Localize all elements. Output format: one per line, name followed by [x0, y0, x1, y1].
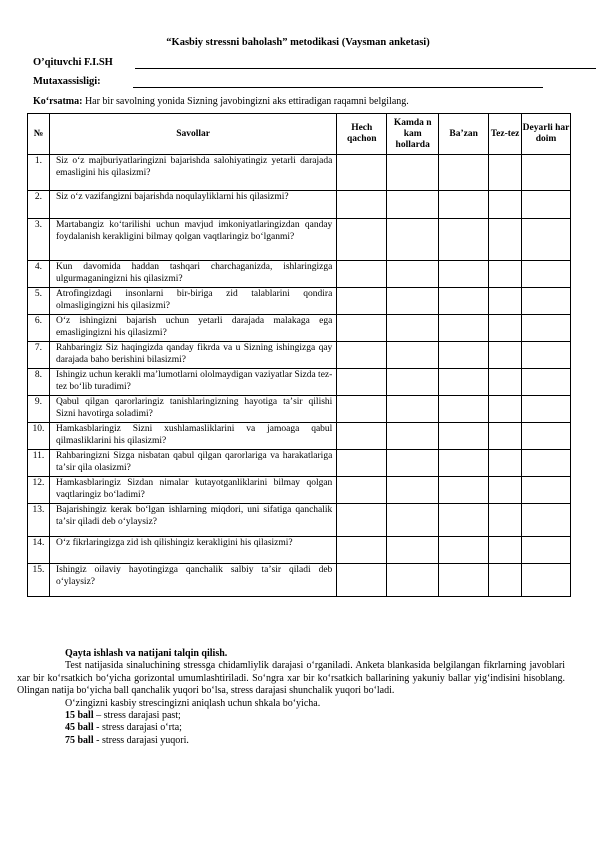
processing-section — [17, 648, 565, 747]
answer-cell-rarely[interactable] — [387, 564, 439, 597]
answer-cell-sometimes[interactable] — [439, 564, 489, 597]
row-number: 11. — [28, 450, 50, 477]
answer-cell-often[interactable] — [489, 155, 522, 191]
answer-cell-rarely[interactable] — [387, 504, 439, 537]
question-text: Siz oʻz majburiyatlaringizni bajarishda salohiyatingiz yetarli darajada emasligini his qilasizmi? — [49, 155, 336, 191]
answer-cell-sometimes[interactable] — [439, 261, 489, 288]
answer-cell-sometimes[interactable] — [439, 315, 489, 342]
answer-cell-almost-always[interactable] — [522, 315, 571, 342]
answer-cell-almost-always[interactable] — [522, 342, 571, 369]
specialty-field — [33, 76, 101, 87]
answer-cell-sometimes[interactable] — [439, 369, 489, 396]
answer-cell-sometimes[interactable] — [439, 342, 489, 369]
answer-cell-often[interactable] — [489, 315, 522, 342]
header-questions: Savollar — [49, 114, 336, 155]
answer-cell-never[interactable] — [337, 315, 387, 342]
answer-cell-almost-always[interactable] — [522, 504, 571, 537]
header-number: № — [28, 114, 50, 155]
answer-cell-sometimes[interactable] — [439, 537, 489, 564]
question-text: Siz oʻz vazifangizni bajarishda noqulayliklarni his qilasizmi? — [49, 191, 336, 219]
table-row — [28, 369, 571, 396]
table-row — [28, 564, 571, 597]
row-number: 2. — [28, 191, 50, 219]
answer-cell-almost-always[interactable] — [522, 155, 571, 191]
answer-cell-rarely[interactable] — [387, 423, 439, 450]
row-number: 15. — [28, 564, 50, 597]
answer-cell-never[interactable] — [337, 155, 387, 191]
table-row — [28, 219, 571, 261]
answer-cell-almost-always[interactable] — [522, 261, 571, 288]
table-row — [28, 342, 571, 369]
header-often: Tez-tez — [489, 114, 522, 155]
instruction-text: Har bir savolning yonida Sizning javobingizni aks ettiradigan raqamni belgilang. — [82, 96, 409, 107]
table-row — [28, 477, 571, 504]
answer-cell-often[interactable] — [489, 564, 522, 597]
answer-cell-often[interactable] — [489, 369, 522, 396]
row-number: 6. — [28, 315, 50, 342]
scale-item-high: 75 ball - stress darajasi yuqori. — [65, 734, 189, 746]
answer-cell-never[interactable] — [337, 288, 387, 315]
answer-cell-rarely[interactable] — [387, 261, 439, 288]
answer-cell-almost-always[interactable] — [522, 477, 571, 504]
row-number: 4. — [28, 261, 50, 288]
header-rarely: Kamda n kam hollarda — [387, 114, 439, 155]
table-row — [28, 423, 571, 450]
document-title: “Kasbiy stressni baholash” metodikasi (Vaysman anketasi) — [166, 37, 430, 48]
answer-cell-rarely[interactable] — [387, 477, 439, 504]
answer-cell-sometimes[interactable] — [439, 396, 489, 423]
answer-cell-rarely[interactable] — [387, 396, 439, 423]
scale-intro: Oʻzingizni kasbiy strescingizni aniqlash uchun shkala boʻyicha. — [65, 697, 321, 709]
answer-cell-often[interactable] — [489, 219, 522, 261]
answer-cell-never[interactable] — [337, 219, 387, 261]
scale-item-medium: 45 ball - stress darajasi oʻrta; — [65, 722, 182, 734]
answer-cell-almost-always[interactable] — [522, 537, 571, 564]
question-text: Rahbaringiz Siz haqingizda qanday fikrda va u Sizning ishingizga qay darajada baho berishini bilasizmi? — [49, 342, 336, 369]
table-row — [28, 288, 571, 315]
answer-cell-rarely[interactable] — [387, 450, 439, 477]
question-text: Qabul qilgan qarorlaringiz tanishlaringizning hayotiga taʼsir qilishi Sizni havotirga soladimi? — [49, 396, 336, 423]
answer-cell-often[interactable] — [489, 396, 522, 423]
answer-cell-almost-always[interactable] — [522, 191, 571, 219]
answer-cell-rarely[interactable] — [387, 219, 439, 261]
answer-cell-sometimes[interactable] — [439, 477, 489, 504]
answer-cell-almost-always[interactable] — [522, 564, 571, 597]
answer-cell-almost-always[interactable] — [522, 219, 571, 261]
processing-paragraph: Test natijasida sinaluchining stressga chidamliylik darajasi oʻrganiladi. Anketa blankasida belgilangan fikrlarning javoblari xar bir koʻrsatkich boʻyicha gorizontal umumlashtiriladi. Soʻngra xar bir koʻrsatkich ballarining yakuniy ballar yigʻindisini hisoblang. Olingan natija boʻyicha ball qanchalik yuqori boʻlsa, stress darajasi shunchalik yuqori boʻladi. — [17, 660, 565, 697]
table-row — [28, 537, 571, 564]
answer-cell-rarely[interactable] — [387, 191, 439, 219]
answer-cell-sometimes[interactable] — [439, 288, 489, 315]
answer-cell-often[interactable] — [489, 288, 522, 315]
table-header-row — [28, 114, 571, 155]
answer-cell-rarely[interactable] — [387, 288, 439, 315]
answer-cell-sometimes[interactable] — [439, 504, 489, 537]
answer-cell-never[interactable] — [337, 450, 387, 477]
specialty-label: Mutaxassisligi: — [33, 76, 101, 87]
answer-cell-never[interactable] — [337, 396, 387, 423]
answer-cell-almost-always[interactable] — [522, 288, 571, 315]
answer-cell-often[interactable] — [489, 342, 522, 369]
row-number: 7. — [28, 342, 50, 369]
answer-cell-never[interactable] — [337, 191, 387, 219]
table-row — [28, 315, 571, 342]
row-number: 9. — [28, 396, 50, 423]
answer-cell-never[interactable] — [337, 342, 387, 369]
row-number: 10. — [28, 423, 50, 450]
table-row — [28, 504, 571, 537]
answer-cell-rarely[interactable] — [387, 315, 439, 342]
question-text: Kun davomida haddan tashqari charchaganizda, ishlaringizga ulgurmaganingizni his qilasizmi? — [49, 261, 336, 288]
teacher-name-field — [33, 57, 113, 68]
answer-cell-almost-always[interactable] — [522, 450, 571, 477]
answer-cell-never[interactable] — [337, 504, 387, 537]
question-text: Rahbaringizni Sizga nisbatan qabul qilgan qarorlariga va harakatlariga taʼsir qila olasizmi? — [49, 450, 336, 477]
question-text: Martabangiz koʻtarilishi uchun mavjud imkoniyatlaringizdan qanday foydalanish kerakligini bilmay qolgan vaqtlaringiz boʻlganmi? — [49, 219, 336, 261]
answer-cell-often[interactable] — [489, 191, 522, 219]
answer-cell-almost-always[interactable] — [522, 369, 571, 396]
answer-cell-sometimes[interactable] — [439, 191, 489, 219]
answer-cell-never[interactable] — [337, 369, 387, 396]
answer-cell-sometimes[interactable] — [439, 450, 489, 477]
question-text: Atrofingizdagi insonlarni bir-biriga zid talablarini qondira olmasligingizni his qilasizmi? — [49, 288, 336, 315]
answer-cell-often[interactable] — [489, 450, 522, 477]
row-number: 14. — [28, 537, 50, 564]
scale-item-low: 15 ball – stress darajasi past; — [65, 710, 181, 722]
header-almost-always: Deyarli har doim — [522, 114, 571, 155]
answer-cell-sometimes[interactable] — [439, 155, 489, 191]
answer-cell-never[interactable] — [337, 423, 387, 450]
table-row — [28, 261, 571, 288]
question-text: Oʻz fikrlaringizga zid ish qilishingiz kerakligini his qilasizmi? — [49, 537, 336, 564]
header-sometimes: Ba’zan — [439, 114, 489, 155]
processing-heading: Qayta ishlash va natijani talqin qilish. — [65, 648, 228, 659]
table-row — [28, 450, 571, 477]
instruction-label: Koʻrsatma: — [33, 96, 83, 107]
answer-cell-rarely[interactable] — [387, 342, 439, 369]
header-never: Hech qachon — [337, 114, 387, 155]
table-row — [28, 396, 571, 423]
answer-cell-sometimes[interactable] — [439, 423, 489, 450]
row-number: 5. — [28, 288, 50, 315]
table-row — [28, 155, 571, 191]
row-number: 13. — [28, 504, 50, 537]
answer-cell-often[interactable] — [489, 423, 522, 450]
answer-cell-sometimes[interactable] — [439, 219, 489, 261]
answer-cell-never[interactable] — [337, 564, 387, 597]
answer-cell-often[interactable] — [489, 477, 522, 504]
questionnaire-table — [27, 113, 571, 597]
teacher-name-underline — [135, 68, 596, 69]
answer-cell-almost-always[interactable] — [522, 423, 571, 450]
specialty-underline — [133, 87, 543, 88]
question-text: Bajarishingiz kerak boʻlgan ishlarning miqdori, uni sifatiga qanchalik taʼsir qiladi deb oʻylaysiz? — [49, 504, 336, 537]
answer-cell-rarely[interactable] — [387, 155, 439, 191]
row-number: 1. — [28, 155, 50, 191]
answer-cell-never[interactable] — [337, 537, 387, 564]
question-text: Ishingiz uchun kerakli maʼlumotlarni ololmaydigan vaziyatlar Sizda tez-tez boʻlib turadimi? — [49, 369, 336, 396]
answer-cell-almost-always[interactable] — [522, 396, 571, 423]
question-text: Hamkasblaringiz Sizdan nimalar kutayotganliklarini bilmay qolgan vaqtlaringiz boʻladimi? — [49, 477, 336, 504]
answer-cell-never[interactable] — [337, 261, 387, 288]
row-number: 12. — [28, 477, 50, 504]
answer-cell-often[interactable] — [489, 261, 522, 288]
answer-cell-rarely[interactable] — [387, 369, 439, 396]
question-text: Hamkasblaringiz Sizni xushlamasliklarini va jamoaga qabul qilmasliklarini his qilasizmi? — [49, 423, 336, 450]
table-row — [28, 191, 571, 219]
answer-cell-often[interactable] — [489, 504, 522, 537]
answer-cell-never[interactable] — [337, 477, 387, 504]
row-number: 3. — [28, 219, 50, 261]
answer-cell-rarely[interactable] — [387, 537, 439, 564]
answer-cell-often[interactable] — [489, 537, 522, 564]
instruction — [33, 96, 409, 107]
teacher-name-label: O’qituvchi F.I.SH — [33, 57, 113, 68]
question-text: Ishingiz oilaviy hayotingizga qanchalik salbiy taʼsir qiladi deb oʻylaysiz? — [49, 564, 336, 597]
row-number: 8. — [28, 369, 50, 396]
question-text: Oʻz ishingizni bajarish uchun yetarli darajada malakaga ega emasligingizni his qilasizmi? — [49, 315, 336, 342]
